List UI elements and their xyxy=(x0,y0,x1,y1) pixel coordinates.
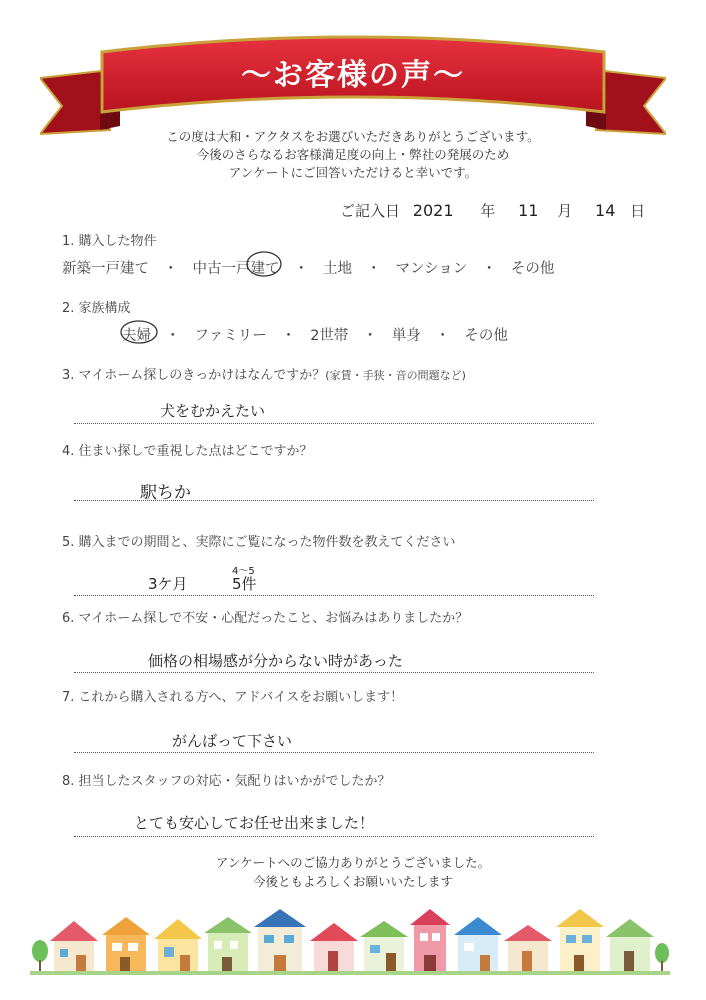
question-5: 5. 購入までの期間と、実際にご覧になった物件数を教えてください xyxy=(62,535,456,550)
house-icon xyxy=(606,919,654,971)
date-month: 11 xyxy=(518,201,539,220)
house-icon xyxy=(410,909,450,971)
tree-icon xyxy=(32,940,48,972)
intro-line: この度は大和・アクタスをお選びいただきありがとうございます。 xyxy=(166,129,540,144)
q8-answer-line xyxy=(74,836,594,837)
q6-answer-line xyxy=(74,672,594,673)
q4-answer: 駅ちか xyxy=(140,483,191,503)
question-3 xyxy=(62,364,466,383)
house-icon xyxy=(310,923,358,971)
question-3-text: 3. マイホーム探しのきっかけはなんですか？ xyxy=(62,368,326,383)
q5-answer-line xyxy=(74,595,594,596)
tree-icon xyxy=(655,943,669,972)
q2-selected-circle xyxy=(118,318,160,346)
q6-answer: 価格の相場感が分からない時があった xyxy=(148,652,403,670)
question-3-hint: (家賃・手狭・音の問題など) xyxy=(325,369,466,382)
date-day-unit: 日 xyxy=(630,202,646,220)
intro-text xyxy=(0,128,706,182)
date-month-unit: 月 xyxy=(557,202,573,220)
q1-selected-circle xyxy=(244,250,284,278)
intro-line: アンケートにご回答いただけると幸いです。 xyxy=(228,165,478,180)
entry-date xyxy=(340,200,645,221)
q8-answer: とても安心してお任せ出来ました！ xyxy=(134,814,375,832)
intro-line: 今後のさらなるお客様満足度の向上・弊社の発展のため xyxy=(196,147,510,162)
question-4: 4. 住まい探しで重視した点はどこですか？ xyxy=(62,444,313,459)
q5-answer-note: 4〜5 xyxy=(232,566,255,577)
q3-answer-line xyxy=(74,423,594,424)
question-7: 7. これから購入される方へ、アドバイスをお願いします！ xyxy=(62,690,404,705)
question-1: 1. 購入した物件 xyxy=(62,234,157,249)
houses-illustration xyxy=(30,905,670,975)
house-icon xyxy=(102,917,150,971)
house-icon xyxy=(50,921,98,971)
q7-answer: がんばって下さい xyxy=(172,732,293,750)
house-icon xyxy=(504,925,552,971)
date-label: ご記入日 xyxy=(340,202,401,220)
q1-options: 新築一戸建て ・ 中古一戸建て ・ 土地 ・ マンション ・ その他 xyxy=(62,261,555,277)
house-icon xyxy=(360,921,408,971)
date-day: 14 xyxy=(595,201,616,220)
house-icon xyxy=(454,917,502,971)
q7-answer-line xyxy=(74,752,594,753)
question-8: 8. 担当したスタッフの対応・気配りはいかがでしたか？ xyxy=(62,774,391,789)
q4-answer-line xyxy=(74,500,594,501)
q2-options: 夫婦 ・ ファミリー ・ 2世帯 ・ 単身 ・ その他 xyxy=(122,328,508,344)
date-year-unit: 年 xyxy=(480,202,496,220)
house-icon xyxy=(154,919,202,971)
page-title: 〜お客様の声〜 xyxy=(241,58,465,93)
date-year: 2021 xyxy=(412,201,454,220)
closing-line: 今後ともよろしくお願いいたします xyxy=(252,874,453,889)
question-6: 6. マイホーム探しで不安・心配だったこと、お悩みはありましたか？ xyxy=(62,611,469,626)
q3-answer: 犬をむかえたい xyxy=(160,402,266,420)
closing-text xyxy=(0,853,706,891)
house-icon xyxy=(254,909,306,971)
question-2: 2. 家族構成 xyxy=(62,301,131,316)
closing-line: アンケートへのご協力ありがとうございました。 xyxy=(215,855,491,870)
q5-answer-period: 3ケ月 xyxy=(148,575,188,593)
house-icon xyxy=(556,909,604,971)
house-icon xyxy=(204,917,252,971)
q5-answer-count: 5件 xyxy=(232,575,257,593)
